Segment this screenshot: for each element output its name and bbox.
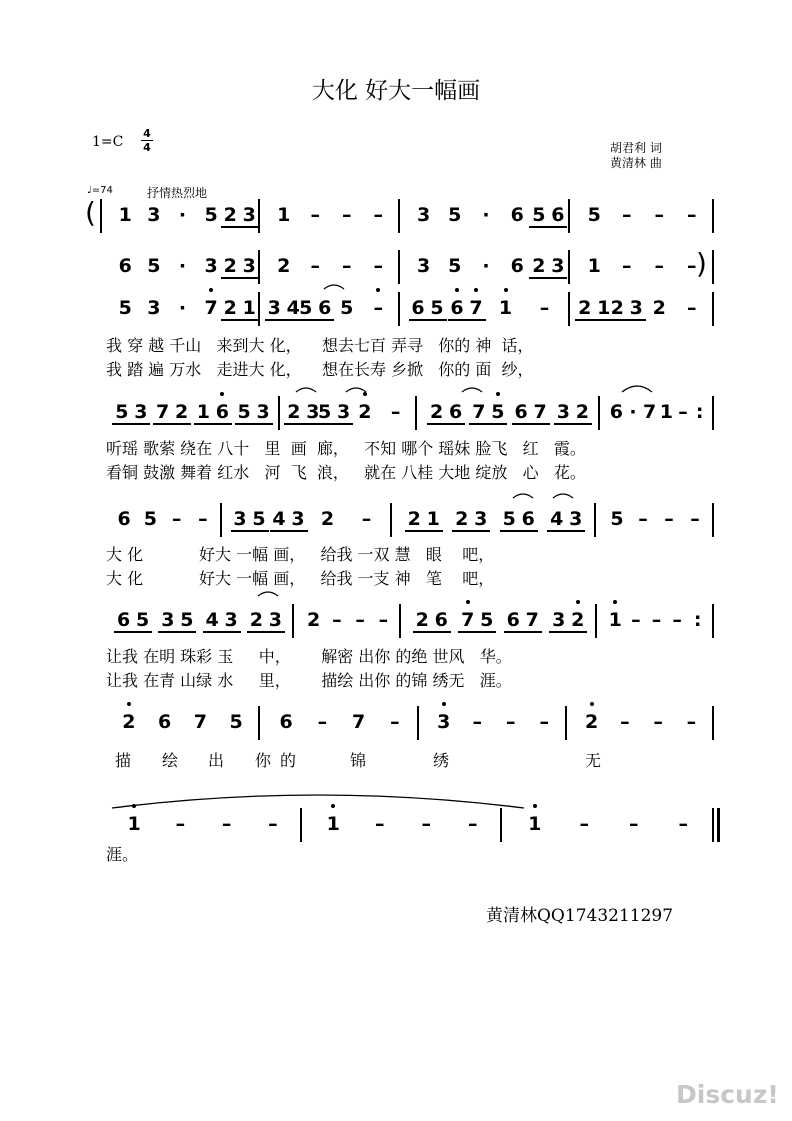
octave-dot xyxy=(455,288,459,292)
dot-note: · xyxy=(178,204,187,226)
hold-dash: – xyxy=(268,813,278,835)
note: 2 xyxy=(575,401,589,423)
hold-dash: – xyxy=(361,508,372,530)
note: 2 xyxy=(223,297,237,319)
note: 6 xyxy=(158,711,172,733)
note: 7 xyxy=(156,401,170,423)
bar-line xyxy=(712,706,714,740)
hold-dash: – xyxy=(686,711,697,733)
note: 2 xyxy=(249,609,263,631)
hold-dash: – xyxy=(421,813,431,835)
hold-dash: – xyxy=(687,255,697,277)
hold-dash: – xyxy=(654,255,664,277)
note: 5 xyxy=(180,609,194,631)
note: 5 xyxy=(502,508,516,530)
dot-note: · xyxy=(178,297,187,319)
lyric-line-verse-1: 我 穿 越 千山 来到大 化， 想去七百 弄寻 你的 神 话， xyxy=(106,336,534,355)
note: 3 xyxy=(224,609,238,631)
note: 1 xyxy=(426,508,440,530)
note: 1 xyxy=(323,808,343,840)
note: 3 xyxy=(256,401,270,423)
lyric-syllable: 出 xyxy=(207,751,224,770)
note: 7 xyxy=(466,292,486,324)
lyric-syllable: 锦 xyxy=(349,751,366,770)
octave-dot xyxy=(132,804,136,808)
hold-dash: – xyxy=(368,292,388,324)
staff-row xyxy=(0,604,792,636)
note: 7 xyxy=(201,292,221,324)
expression-marking: 抒情热烈地 xyxy=(147,186,208,200)
hold-dash: – xyxy=(472,711,482,733)
beam xyxy=(221,277,259,279)
hold-dash: – xyxy=(638,508,648,530)
note: 4 xyxy=(550,508,564,530)
bar-line xyxy=(568,292,570,326)
hold-dash: – xyxy=(622,204,632,226)
hold-dash: – xyxy=(342,255,352,277)
note: 6 xyxy=(514,401,528,423)
beam xyxy=(448,319,486,321)
hold-dash: – xyxy=(631,609,641,631)
lyric-syllable: 绣 xyxy=(432,751,449,770)
lyricist-credit: 胡君利 词 xyxy=(610,141,662,155)
beam xyxy=(529,226,567,228)
tempo-marking: ♩=74 xyxy=(87,185,113,196)
note: 1 xyxy=(605,604,625,636)
hold-dash: – xyxy=(678,813,688,835)
note: 5 xyxy=(118,297,132,319)
note: 6 xyxy=(521,508,535,530)
beam xyxy=(270,530,308,532)
bar-line xyxy=(712,250,714,284)
bar-line xyxy=(594,503,596,537)
staff-row xyxy=(0,396,792,428)
hold-dash: – xyxy=(171,508,182,530)
note: 1 xyxy=(659,401,673,423)
note: 3 xyxy=(233,508,247,530)
hold-dash: – xyxy=(622,255,632,277)
bar-line xyxy=(712,396,714,430)
note: 2 xyxy=(355,396,375,428)
note: 2 xyxy=(568,604,588,636)
system-start-line xyxy=(100,199,102,233)
slur xyxy=(622,386,652,392)
note: 7 xyxy=(525,609,539,631)
hold-dash: – xyxy=(653,711,663,733)
hold-dash: – xyxy=(310,204,320,226)
bar-line xyxy=(712,604,714,638)
hold-dash: – xyxy=(390,401,401,423)
hold-dash: – xyxy=(378,609,389,631)
note: 5 xyxy=(143,508,157,530)
note: 2 xyxy=(175,401,189,423)
lyric-syllable: 的 xyxy=(279,751,296,770)
note: 5 xyxy=(115,401,129,423)
hold-dash: – xyxy=(629,813,639,835)
dot-note: · xyxy=(482,255,490,277)
hold-dash: – xyxy=(579,813,589,835)
staff-row xyxy=(0,503,792,535)
beam xyxy=(153,423,191,425)
octave-dot xyxy=(474,288,478,292)
hold-dash: – xyxy=(468,813,478,835)
octave-dot xyxy=(209,288,213,292)
note: 5 xyxy=(587,204,601,226)
octave-dot xyxy=(576,600,580,604)
bar-line xyxy=(398,292,400,326)
note: 2 xyxy=(320,508,335,530)
note: 2 xyxy=(307,609,321,631)
note: 6 xyxy=(212,396,232,428)
bar-line xyxy=(220,503,222,537)
note: 2 xyxy=(119,706,139,738)
note: 6 xyxy=(411,297,425,319)
bar-line xyxy=(712,199,714,233)
lyric-syllable: 你 xyxy=(254,751,271,770)
beam xyxy=(405,530,443,532)
note: 6 xyxy=(318,297,332,319)
hold-dash: – xyxy=(375,813,385,835)
hold-dash: – xyxy=(651,609,662,631)
note: 4 xyxy=(272,508,286,530)
slur xyxy=(513,494,533,498)
lyric-line-verse-2: 让我 在青 山绿 水 里， 描绘 出你 的锦 绣无 涯。 xyxy=(106,671,512,690)
note: 3 xyxy=(147,204,161,226)
hold-dash: – xyxy=(332,609,342,631)
beam xyxy=(529,277,567,279)
bar-line xyxy=(568,250,570,284)
note: 3 xyxy=(337,401,351,423)
note: 3 xyxy=(268,609,282,631)
close-paren: ) xyxy=(696,247,707,280)
note: 3 xyxy=(434,706,454,738)
final-bar-line xyxy=(717,808,720,842)
note: : xyxy=(693,609,702,631)
beam xyxy=(608,319,646,321)
note: 3 xyxy=(161,609,175,631)
beam xyxy=(221,226,259,228)
note: 1 xyxy=(124,808,144,840)
note: 4 xyxy=(286,297,300,319)
lyric-line-verse-2: 看铜 鼓激 舞着 红水 河 飞 浪， 就在 八桂 大地 绽放 心 花。 xyxy=(106,463,586,482)
octave-dot xyxy=(613,600,617,604)
hold-dash: – xyxy=(664,508,674,530)
note: : xyxy=(695,401,704,423)
beam xyxy=(549,631,587,633)
hold-dash: – xyxy=(373,204,383,226)
staff-row xyxy=(0,247,792,282)
beam xyxy=(231,530,269,532)
note: 3 xyxy=(552,609,566,631)
beam xyxy=(203,631,241,633)
note: 2 xyxy=(578,297,592,319)
beam xyxy=(554,423,592,425)
note: 5 xyxy=(147,255,161,277)
dot-note: · xyxy=(178,255,187,277)
beam xyxy=(504,631,542,633)
octave-dot xyxy=(220,392,224,396)
note: 6 xyxy=(434,609,448,631)
note: 5 xyxy=(448,255,462,277)
note: 1 xyxy=(587,255,601,277)
bar-line xyxy=(390,503,392,537)
note: 6 xyxy=(117,508,131,530)
bar-line xyxy=(398,199,400,233)
beam xyxy=(114,631,152,633)
hold-dash: – xyxy=(678,401,688,423)
hold-dash: – xyxy=(221,813,232,835)
note: 5 xyxy=(299,297,313,319)
bar-line xyxy=(712,503,714,537)
staff-row xyxy=(0,706,792,738)
meter-top: 4 xyxy=(143,127,151,140)
composer-credit: 黄清林 曲 xyxy=(610,156,662,170)
hold-dash: – xyxy=(317,711,328,733)
bar-line xyxy=(258,706,260,740)
octave-dot xyxy=(466,600,470,604)
lyric-line-verse-1: 大 化 好大 一幅 画， 给我 一双 慧 眼 吧， xyxy=(106,545,495,564)
hold-dash: – xyxy=(620,711,630,733)
beam xyxy=(158,631,196,633)
note: 2 xyxy=(430,401,444,423)
beam xyxy=(221,319,259,321)
hold-dash: – xyxy=(310,255,320,277)
note: 3 xyxy=(242,204,256,226)
slur xyxy=(324,285,344,289)
note: 7 xyxy=(533,401,547,423)
dot-note: · xyxy=(482,204,490,226)
note: 3 xyxy=(474,508,488,530)
note: 6 xyxy=(279,711,293,733)
bar-line xyxy=(278,396,280,430)
lyric-syllable: 描 xyxy=(114,751,131,770)
octave-dot xyxy=(363,392,367,396)
note: 1 xyxy=(118,204,132,226)
note: 5 xyxy=(430,297,444,319)
slur xyxy=(296,388,316,392)
note: 3 xyxy=(147,297,161,319)
octave-dot xyxy=(496,392,500,396)
dot-note: · xyxy=(629,401,637,423)
bar-line xyxy=(300,808,302,842)
beam xyxy=(194,423,232,425)
note: 7 xyxy=(352,711,366,733)
bar-line xyxy=(415,396,417,430)
hold-dash: – xyxy=(654,204,664,226)
note: 1 xyxy=(277,204,291,226)
note: 5 xyxy=(136,609,150,631)
watermark: Discuz! xyxy=(676,1080,779,1109)
note: 7 xyxy=(472,401,486,423)
note: 7 xyxy=(193,711,207,733)
note: 2 xyxy=(610,297,624,319)
staff-row xyxy=(0,808,792,840)
bar-line xyxy=(500,808,502,842)
bar-line xyxy=(417,706,419,740)
beam xyxy=(547,530,585,532)
beam xyxy=(235,423,273,425)
lyric-syllable: 无 xyxy=(584,751,601,770)
note: 6 xyxy=(449,401,463,423)
octave-dot xyxy=(127,702,131,706)
beam xyxy=(296,319,334,321)
slur xyxy=(462,388,482,392)
note: 3 xyxy=(416,255,431,277)
beam xyxy=(500,530,538,532)
slur xyxy=(258,592,278,596)
beam xyxy=(315,423,353,425)
note: 2 xyxy=(652,297,666,319)
note: 1 xyxy=(525,808,545,840)
note: 5 xyxy=(480,609,494,631)
note: 1 xyxy=(496,292,516,324)
beam xyxy=(469,423,507,425)
note: 5 xyxy=(229,711,243,733)
lyric-line-verse-1: 听瑶 歌萦 绕在 八十 里 画 廊， 不知 哪个 瑶妹 脸飞 红 霞。 xyxy=(106,439,586,458)
note: 3 xyxy=(267,297,281,319)
note: 2 xyxy=(407,508,421,530)
octave-dot xyxy=(590,702,594,706)
note: 6 xyxy=(117,609,131,631)
beam xyxy=(452,530,490,532)
note: 6 xyxy=(609,401,623,423)
time-signature xyxy=(140,128,154,153)
note: 2 xyxy=(277,255,291,277)
note: 6 xyxy=(447,292,467,324)
meter-bottom: 4 xyxy=(143,141,151,154)
note: 2 xyxy=(415,609,429,631)
hold-dash: – xyxy=(539,297,550,319)
bar-line xyxy=(258,250,260,284)
note: 3 xyxy=(242,255,256,277)
note: 5 xyxy=(340,297,354,319)
octave-dot xyxy=(331,804,335,808)
note: 3 xyxy=(291,508,305,530)
note: 5 xyxy=(610,508,624,530)
note: 1 xyxy=(597,297,611,319)
beam xyxy=(112,423,150,425)
octave-dot xyxy=(504,288,508,292)
hold-dash: – xyxy=(373,255,383,277)
note: 2 xyxy=(455,508,469,530)
lyric-line-verse-1: 让我 在明 珠彩 玉 中， 解密 出你 的绝 世风 华。 xyxy=(106,647,512,666)
note: 3 xyxy=(629,297,643,319)
beam xyxy=(458,631,496,633)
hold-dash: – xyxy=(539,711,549,733)
hold-dash: – xyxy=(342,204,352,226)
beam xyxy=(409,319,447,321)
bar-line xyxy=(292,604,294,638)
octave-dot xyxy=(442,702,446,706)
beam xyxy=(413,631,451,633)
note: 2 xyxy=(223,255,237,277)
signature-text: 黄清林QQ1743211297 xyxy=(486,906,674,926)
note: 2 xyxy=(582,706,602,738)
note: 3 xyxy=(134,401,148,423)
note: 3 xyxy=(551,255,565,277)
beam xyxy=(247,631,285,633)
bar-line xyxy=(399,604,401,638)
note: 1 xyxy=(242,297,256,319)
bar-line xyxy=(598,396,600,430)
song-title: 大化 好大一幅画 xyxy=(311,78,481,104)
note: 1 xyxy=(196,401,210,423)
slur xyxy=(553,494,573,498)
hold-dash: – xyxy=(175,813,186,835)
open-paren: ( xyxy=(85,196,96,229)
bar-line xyxy=(258,292,260,326)
note: 3 xyxy=(204,255,218,277)
beam xyxy=(512,423,550,425)
hold-dash: – xyxy=(672,609,682,631)
bar-line xyxy=(595,604,597,638)
lyric-line-verse-1: 涯。 xyxy=(106,845,139,864)
note: 5 xyxy=(488,396,508,428)
note: 5 xyxy=(532,204,546,226)
note: 6 xyxy=(118,255,132,277)
hold-dash: – xyxy=(506,711,516,733)
note: 5 xyxy=(448,204,462,226)
slur xyxy=(112,795,524,808)
note: 6 xyxy=(510,204,524,226)
note: 6 xyxy=(551,204,565,226)
staff-row xyxy=(0,196,792,231)
note: 5 xyxy=(318,401,332,423)
note: 5 xyxy=(252,508,266,530)
bar-line xyxy=(712,292,714,326)
bar-line xyxy=(565,706,567,740)
lyric-line-verse-2: 我 踏 遍 万水 走进大 化， 想在长寿 乡掀 你的 面 纱， xyxy=(106,360,534,379)
hold-dash: – xyxy=(355,609,365,631)
lyric-syllable: 绘 xyxy=(161,751,178,770)
bar-line xyxy=(568,199,570,233)
note: 6 xyxy=(510,255,524,277)
beam xyxy=(427,423,465,425)
note: 7 xyxy=(458,604,478,636)
note: 2 xyxy=(223,204,237,226)
note: 3 xyxy=(569,508,583,530)
note: 5 xyxy=(204,204,218,226)
note: 3 xyxy=(556,401,570,423)
key-signature: 1=C xyxy=(92,134,124,150)
lyric-line-verse-2: 大 化 好大 一幅 画， 给我 一支 神 笔 吧， xyxy=(106,569,495,588)
bar-line xyxy=(398,250,400,284)
hold-dash: – xyxy=(390,711,400,733)
hold-dash: – xyxy=(687,204,697,226)
note: 2 xyxy=(287,401,301,423)
note: 5 xyxy=(237,401,251,423)
octave-dot xyxy=(376,288,380,292)
note: 7 xyxy=(643,401,657,423)
note: 2 xyxy=(532,255,546,277)
octave-dot xyxy=(533,804,537,808)
hold-dash: – xyxy=(198,508,208,530)
note: 4 xyxy=(205,609,219,631)
hold-dash: – xyxy=(690,508,700,530)
staff-row xyxy=(0,292,792,324)
note: 6 xyxy=(506,609,520,631)
hold-dash: – xyxy=(687,297,697,319)
note: 3 xyxy=(306,401,320,423)
bar-line xyxy=(712,808,714,842)
bar-line xyxy=(258,199,260,233)
note: 3 xyxy=(416,204,431,226)
